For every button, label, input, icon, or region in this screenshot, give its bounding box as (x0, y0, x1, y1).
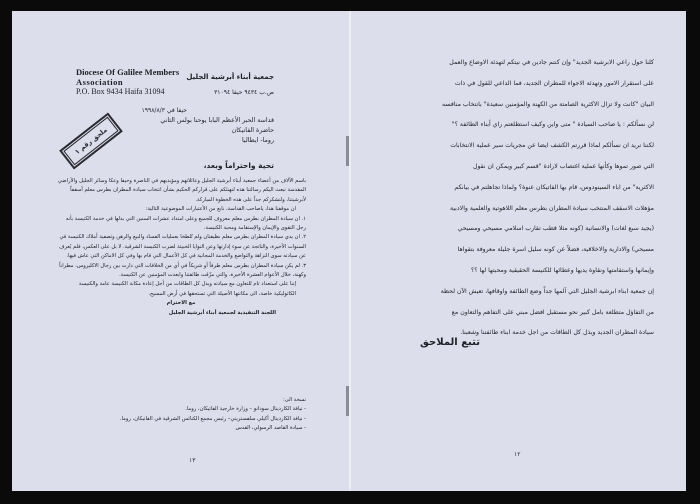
text-line: لكننا نريد ان نسألكم لماذا قررتم الكشف ايضا عن مجريات سير عملية الانتخابات (450, 142, 654, 150)
body-paragraph: ان موقفنا هذا، ياصاحب القداسة، نابع من الأعتبارات الموضوعية التالية: (145, 206, 296, 213)
page-number: ١٢ (514, 451, 521, 458)
left-page (12, 11, 350, 491)
letter-body (56, 177, 306, 318)
letter-date: حيفا في ١٩٩٨/٨/٣ (141, 107, 187, 114)
addressee-block (114, 116, 274, 146)
text-line: مسيحي) والادارية والاخلاقية، فضلاً عن كونه سليل اسرة جليلة معروفة بتقواها (457, 246, 654, 254)
scanned-booklet-spread (12, 11, 686, 491)
numbered-point: ٢. ان يدي سيادة المطران بطرس معلم نظيفتان ولم تُلطخا بعمليات الفساد والبيع والرهن وتصفية أملاك الكنيسة في السنوات الأخيرة، والناتجة عن سوء إدارتها وعن النوايا الخبيثة لضرب الكنيسة الشرقية. لا بل على العكس، فلم يُعرف عن سيادته سوى النزاهة والتواضع والخدمة المجانية في كل الأعمال التي قام بها وفي كل الاماكن التي عاش فيها. (59, 234, 306, 260)
text-line: كلنا حول راعي الابرشية الجديد" وإن كنتم جادين في نيتكم لتهدئة الاوضاع والعمل (449, 59, 654, 66)
cc-item: - نيافة الكاردينال سودانو – وزارة خارجية الفاتيكان، روما. (185, 406, 306, 413)
letterhead-org-name-cont: Association (76, 77, 124, 87)
addressee-line: حاضرة الفاتيكان (231, 127, 274, 134)
text-line: سيادة المطران الجديد وبذل كل الطاقات من اجل خدمة ابناء طائفتنا وشعبنا. (460, 329, 654, 337)
cc-item: - نيافة الكاردينال أكيلي سلفستريني– رئيس مجمع الكنائس الشرقية في الفاتيكان، روما. (119, 415, 306, 422)
text-line: على استقرار الامور وتهدئة الاجواء للمطران الجديد، فما الداعي للقول في ذات (454, 79, 654, 87)
text-line: الاكثرية" من اباء السينودوس، قام بها الفاتيكان عنوة؟ ولماذا تجاهلتم في بيانكم (454, 183, 654, 191)
text-line: إن جمعية ابناء ابرشية الجليل التي آلمها جداً وضع الطائفة واوقافها، تعيش الآن لحظة (440, 287, 654, 295)
numbered-point: ١. ان سيادة المطران بطرس معلم معروف للجميع وعلى امتداد عشرات السنين التي بذلها في خدمة الكنيسة بأنه رجل التقوى والإيمان والإستقامة ومحبة الكنيسة. (65, 215, 306, 232)
addressee-line: روما- ايطاليا (242, 137, 274, 144)
cc-item: - سيادة القاصد الرسولي، القدس (235, 425, 306, 432)
letterhead-org-name-arabic: جمعية أبناء أبرشية الجليل (186, 73, 274, 81)
text-line: مؤهلات الاسقف المنتخب سيادة المطران بطرس معلم اللاهوتية والعلمية والادبية (450, 204, 654, 212)
closing-paragraph: إننا على استعداد تام للتعاون مع سيادته وبذل كل الطاقات من أجل إعادة مكانة الكنيسة عامة والكنيسة الكاثوليكية خاصة، الى مكانتها الأصيلة التي تستحقها في أرض المسيح. (78, 281, 296, 297)
section-heading: تتبع الملاحق (420, 337, 480, 348)
stamp-text: ملحق رقم ١ (73, 125, 109, 157)
text-line: لن نسألكم : يا صاحب السيادة " متى واين وكيف استطلعتم راي أبناء الطائفة ؟" (451, 121, 654, 129)
staple-bottom (346, 386, 349, 416)
letterhead-org-name: Diocese Of Galilee Members (76, 67, 180, 77)
staple-top (346, 136, 349, 166)
salutation: تحية واحتراماً وبعد، (203, 161, 274, 170)
regards: مع الاحترام (166, 300, 196, 307)
text-line: البيان "كانت ولا تزال الاكثرية الصامتة من الكهنة والمؤمنين سعيدة" بانتخاب منافسه (442, 100, 654, 108)
letterhead-address: P.O. Box 9434 Haifa 31094 (76, 87, 165, 96)
text-line: (يجيد سبع لغات) والانسانية (كونه مثلا قطب تقارب اسلامي مسيحي ومسيحي (457, 225, 654, 233)
cc-block (56, 396, 306, 434)
text-line: التي صور تموها وكأنها عملية اغتصاب لارادة "قسم كبير ويمكن ان نقول (472, 162, 654, 170)
text-line: وإيمانها واستقامتها ونقاوة يديها وعطائها للكنيسة الحقيقية ومحبتها لها ؟؟ (470, 266, 654, 274)
arabic-letterhead (154, 71, 274, 99)
right-page-body (384, 53, 654, 344)
page-number: ١٣ (189, 457, 196, 464)
letterhead-address-arabic: ص.ب ٩٤٣٤ حيفا ٣١٠٩٤ (214, 89, 274, 96)
addressee-line: قداسة الحبر الأعظم البابا يوحنا بولس الثاني (160, 117, 274, 124)
signature: اللجنة التنفيذية لجمعية أبناء أبرشية الجليل (168, 309, 276, 316)
cc-label: نسخة الى: (283, 397, 306, 403)
body-paragraph: باسم الآلاف من أعضاء جمعية أبناء أبرشية الجليل وعائلاتهم ومؤيديهم في الناصرة وحيفا وعكا وسائر الجليل والأراضي المقدسة نبعث اليكم رسالتنا هذه لنهنئكم على قراركم الحكيم بشأن انتخاب سيادة المطران بطرس معلم أسقفاً لأبرشيتنا، ولنشكركم جداً على هذه الخطوة المباركة. (57, 178, 306, 203)
text-line: من التفاؤل متطلعة بامل كبير نحو مستقبل افضل مبني على التفاهم والتعاون مع (451, 308, 654, 316)
right-page (350, 11, 686, 491)
numbered-point: ٣. لم يكن سيادة المطران بطرس معلم طرفاً أو شريكاً في أي من الخلافات التي دارت بين رجال الاكليروس، مطراناً وكهنة، خلال الأعوام العشرة الأخيرة، والتي مزّقت طائفتنا وابعدت المؤمنين عن الكنيسة. (59, 262, 306, 279)
